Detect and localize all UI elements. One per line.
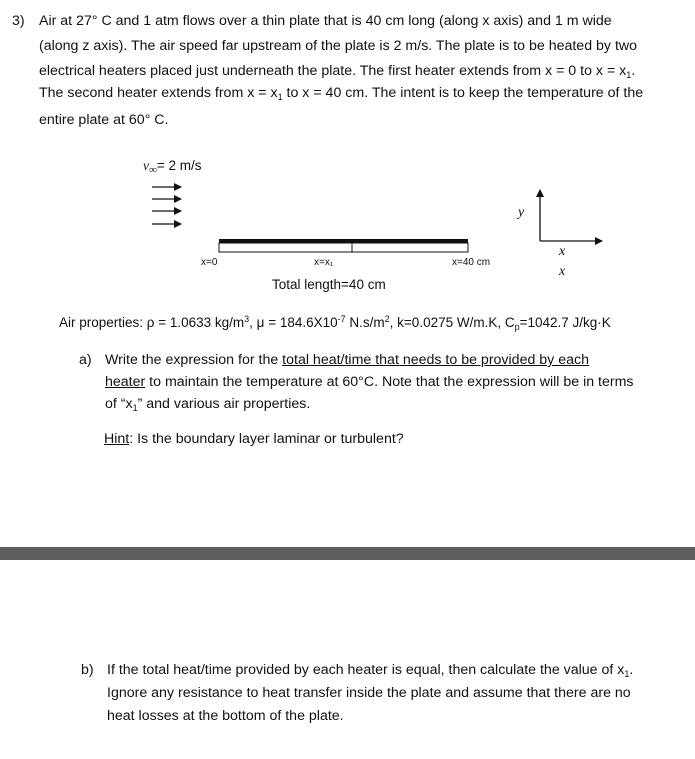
problem-line-1: Air at 27° C and 1 atm flows over a thin plate that is 40 cm long (along x axis) and 1 m wide [39, 13, 612, 29]
part-a-line-2: heater to maintain the temperature at 60°C. Note that the expression will be in terms [105, 374, 634, 390]
x-zero-label: x=0 [201, 257, 218, 268]
part-b-line-2: Ignore any resistance to heat transfer inside the plate and assume that there are no [107, 685, 631, 701]
part-a-label: a) [79, 352, 92, 368]
part-b-line-1: If the total heat/time provided by each heater is equal, then calculate the value of $x_1$. [107, 662, 634, 679]
x-axis-label: x [559, 244, 566, 259]
air-properties: Air properties: ρ = 1.0633 $kg/m^3$, $\mu = 184.6X10^{-7}$ $N.s/m^2$, k=0.0275 W/m.K, $C_p=1042.7$ J/kg·K [59, 314, 611, 332]
part-b-line-3: heat losses at the bottom of the plate. [107, 708, 344, 724]
thin-plate [219, 239, 468, 252]
hint-text: Hint: Is the boundary layer laminar or turbulent? [104, 431, 404, 447]
total-length-label: Total length=40 cm [272, 277, 386, 292]
problem-line-2: (along z axis). The air speed far upstream of the plate is 2 m/s. The plate is to be heated by two [39, 38, 638, 54]
problem-line-3: electrical heaters placed just underneath the plate. The first heater extends from x = 0 to $x = x_1$. [39, 63, 636, 80]
problem-number: 3) [12, 13, 25, 29]
y-axis-label: y [518, 205, 525, 220]
x-axis-label-lower: x [559, 264, 566, 279]
flow-arrows [152, 187, 181, 224]
section-divider [0, 547, 695, 560]
x-one-label: x=x₁ [314, 257, 334, 268]
problem-line-5: entire plate at 60° C. [39, 112, 169, 128]
problem-line-4: The second heater extends from $x = x_1$ to x = 40 cm. The intent is to keep the temperature of the [39, 85, 644, 102]
freestream-velocity-label: $v_\infty= 2$ m/s [143, 158, 202, 176]
subscript-one: 1 [626, 70, 632, 80]
part-b-label: b) [81, 662, 94, 678]
coordinate-axes [540, 190, 602, 241]
part-a-line-3: of “$x_1$” and various air properties. [105, 396, 311, 413]
part-a-line-1: Write the expression for the total heat/time that needs to be provided by each [105, 352, 589, 368]
x-forty-label: x=40 cm [452, 257, 491, 268]
